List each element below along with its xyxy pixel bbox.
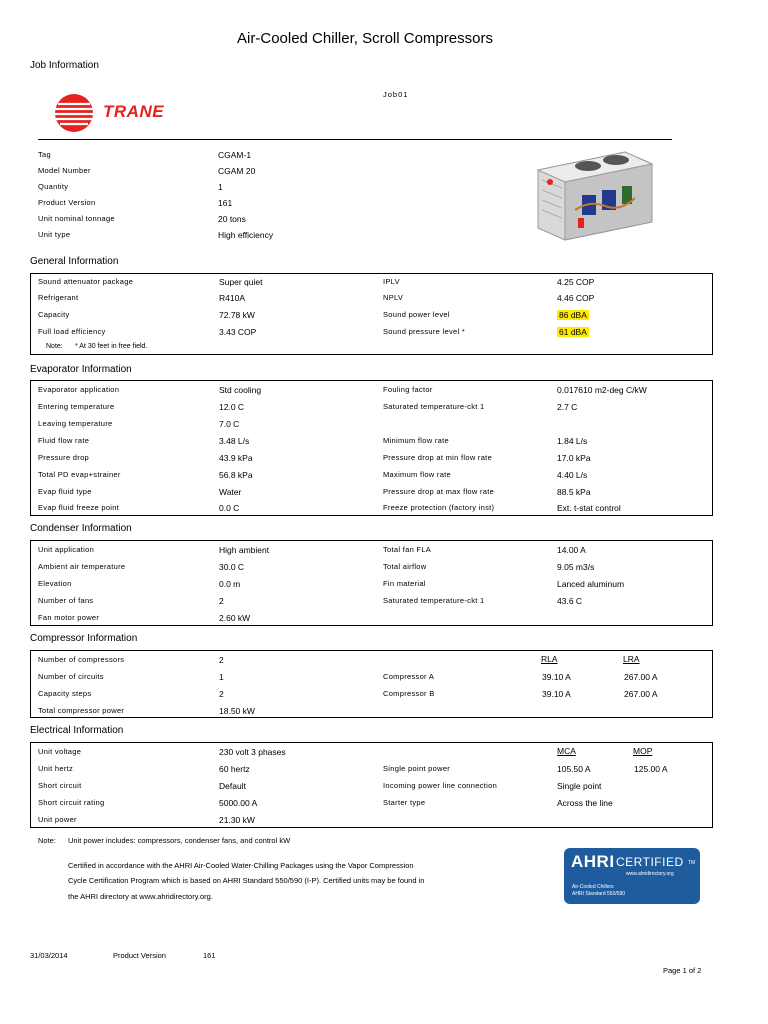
- footer-version-label: Product Version: [113, 951, 166, 960]
- table-row: Number of circuits 1 Compressor A 39.10 A 267.00 A: [38, 672, 658, 682]
- sound-power-highlight: 86 dBA: [559, 310, 587, 320]
- table-row: Product Version 161: [38, 198, 233, 208]
- table-row: Evaporator application Std cooling Fouling factor 0.017610 m2-deg C/kW: [38, 385, 647, 395]
- page-number: Page 1 of 2: [663, 966, 702, 975]
- trane-logo: [52, 93, 97, 133]
- table-row: Quantity 1: [38, 182, 223, 192]
- table-row: Capacity 72.78 kW Sound power level 86 dBA: [38, 310, 587, 320]
- note-text: Unit power includes: compressors, condenser fans, and control kW: [68, 836, 291, 845]
- table-row: Refrigerant R410A NPLV 4.46 COP: [38, 293, 595, 303]
- table-row: Unit type High efficiency: [38, 230, 274, 240]
- certification-line-2: Cycle Certification Program which is based on AHRI Standard 550/590 (I-P). Certified units may be found in: [68, 876, 425, 885]
- table-row: Ambient air temperature 30.0 C Total airflow 9.05 m3/s: [38, 562, 595, 572]
- page-title: Air-Cooled Chiller, Scroll Compressors: [237, 30, 493, 47]
- table-row: Unit voltage 230 volt 3 phases: [38, 747, 286, 757]
- lra-column-header: LRA: [623, 654, 640, 664]
- footer-version-value: 161: [203, 951, 216, 960]
- certification-line-1: Certified in accordance with the AHRI Air-Cooled Water-Chilling Packages using the Vapor Compression: [68, 861, 414, 870]
- evaporator-information-table: [30, 380, 713, 516]
- job-name: Job01: [383, 90, 409, 99]
- table-row: Number of fans 2 Saturated temperature-ckt 1 43.6 C: [38, 596, 583, 606]
- table-row: Model Number CGAM 20: [38, 166, 256, 176]
- table-row: Evap fluid freeze point 0.0 C Freeze protection (factory inst) Ext. t-stat control: [38, 503, 621, 513]
- compressor-information-table: [30, 650, 713, 718]
- compressor-information-heading: Compressor Information: [30, 633, 138, 644]
- condenser-information-heading: Condenser Information: [30, 523, 132, 534]
- electrical-information-table: [30, 742, 713, 828]
- table-row: Leaving temperature 7.0 C: [38, 419, 240, 429]
- note-label: Note:: [38, 836, 56, 845]
- table-row: Total compressor power 18.50 kW: [38, 706, 255, 716]
- footer-date: 31/03/2014: [30, 951, 68, 960]
- table-note: Note: * At 30 feet in free field.: [46, 343, 148, 350]
- table-row: Entering temperature 12.0 C Saturated temperature-ckt 1 2.7 C: [38, 402, 578, 412]
- table-row: Tag CGAM-1: [38, 150, 252, 160]
- table-row: Capacity steps 2 Compressor B 39.10 A 267.00 A: [38, 689, 658, 699]
- mop-column-header: MOP: [633, 746, 653, 756]
- table-row: Number of compressors 2: [38, 655, 224, 665]
- table-row: Fluid flow rate 3.48 L/s Minimum flow rate 1.84 L/s: [38, 436, 588, 446]
- sound-pressure-highlight: 61 dBA: [559, 327, 587, 337]
- rla-column-header: RLA: [541, 654, 558, 664]
- table-row: Pressure drop 43.9 kPa Pressure drop at min flow rate 17.0 kPa: [38, 453, 591, 463]
- ahri-certified-badge: AHRI CERTIFIED TM www.ahridirectory.org Air-Cooled Chillers AHRI Standard 550/590: [564, 848, 700, 904]
- mca-column-header: MCA: [557, 746, 576, 756]
- evaporator-information-heading: Evaporator Information: [30, 364, 132, 375]
- table-row: Unit hertz 60 hertz Single point power 105.50 A 125.00 A: [38, 764, 668, 774]
- condenser-information-table: [30, 540, 713, 626]
- table-row: Evap fluid type Water Pressure drop at max flow rate 88.5 kPa: [38, 487, 591, 497]
- table-row: Full load efficiency 3.43 COP Sound pressure level * 61 dBA: [38, 327, 587, 337]
- certification-line-3: the AHRI directory at www.ahridirectory.org.: [68, 892, 213, 901]
- table-row: Unit application High ambient Total fan FLA 14.00 A: [38, 545, 586, 555]
- table-row: Unit nominal tonnage 20 tons: [38, 214, 246, 224]
- table-row: Elevation 0.0 m Fin material Lanced aluminum: [38, 579, 625, 589]
- table-row: Short circuit Default Incoming power line connection Single point: [38, 781, 602, 791]
- table-row: Short circuit rating 5000.00 A Starter type Across the line: [38, 798, 613, 808]
- trane-brand-text: TRANE: [103, 102, 165, 121]
- electrical-information-heading: Electrical Information: [30, 725, 124, 736]
- table-row: Sound attenuator package Super quiet IPLV 4.25 COP: [38, 277, 595, 287]
- table-row: Total PD evap+strainer 56.8 kPa Maximum flow rate 4.40 L/s: [38, 470, 588, 480]
- general-information-heading: General Information: [30, 256, 119, 267]
- table-row: Fan motor power 2.60 kW: [38, 613, 251, 623]
- table-row: Unit power 21.30 kW: [38, 815, 255, 825]
- general-information-table: [30, 273, 713, 355]
- job-information-heading: Job Information: [30, 60, 99, 71]
- chiller-unit-image: [530, 140, 660, 245]
